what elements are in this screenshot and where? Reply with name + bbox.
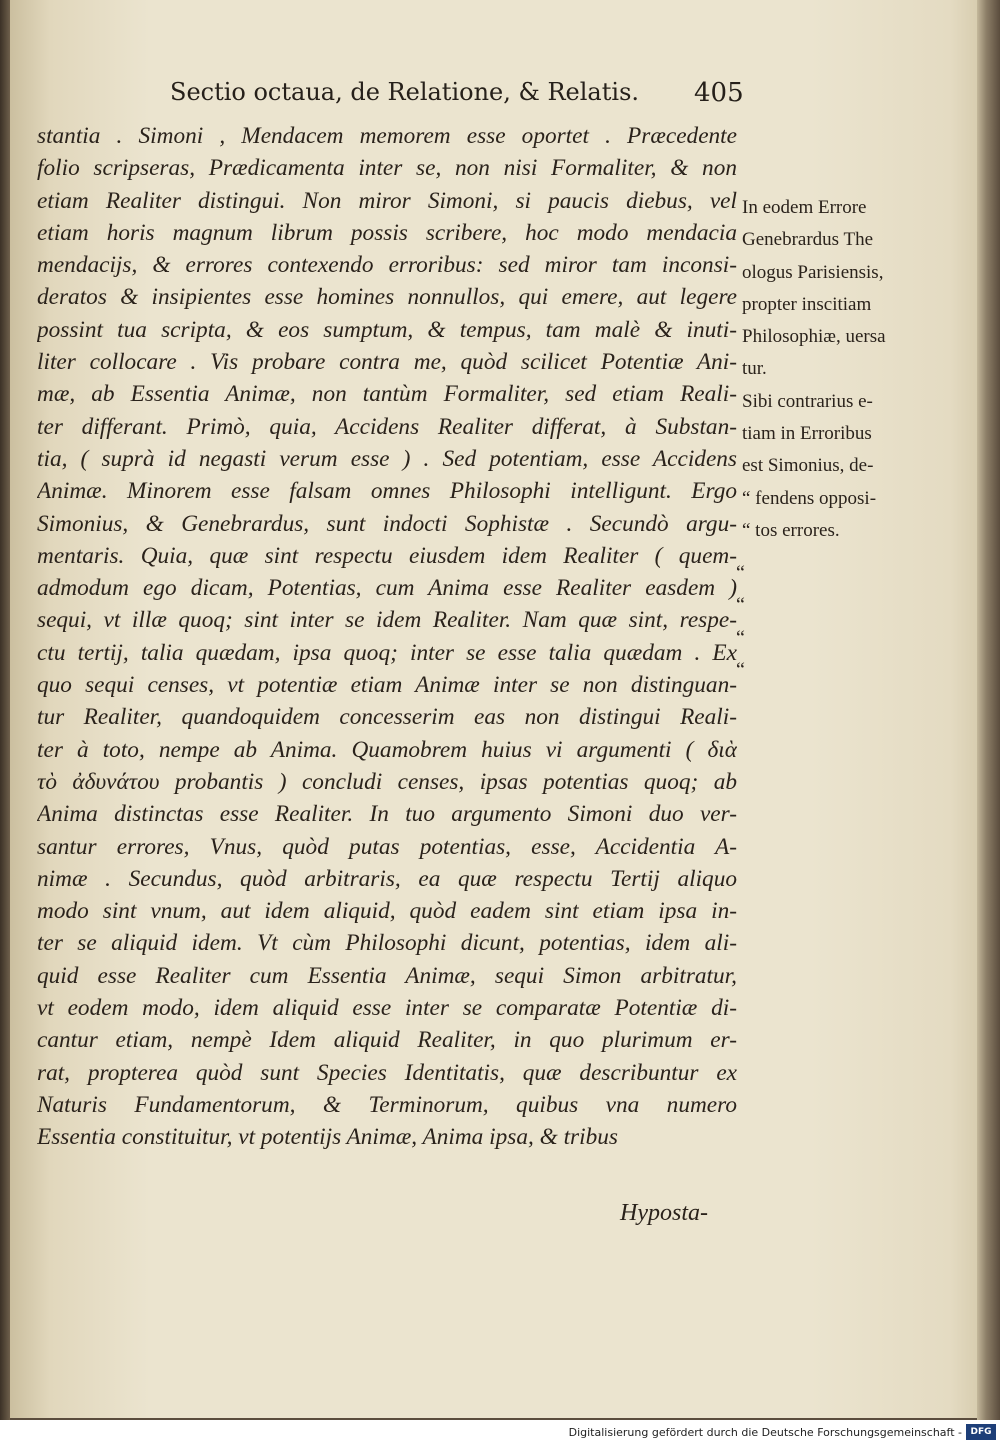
text-line: mendacijs, & errores contexendo erroribus: sed miror tam inconsi- [37,252,737,279]
catchword: Hyposta- [620,1200,708,1226]
text-line: etiam Realiter distingui. Non miror Simoni, si paucis diebus, vel [37,187,737,214]
text-line: tur Realiter, quandoquidem concesserim eas non distingui Reali- [37,704,737,731]
text-line: sequi, vt illæ quoq; sint inter se idem Realiter. Nam quæ sint, respe- [37,607,737,634]
text-line: ter à toto, nempe ab Anima. Quamobrem huius vi argumenti ( διὰ [37,736,737,763]
text-line: quid esse Realiter cum Essentia Animæ, sequi Simon arbitratur, [37,962,737,989]
text-line: tia, ( suprà id negasti verum esse ) . Sed potentiam, esse Accidens [37,445,737,472]
footer-credit: Digitalisierung gefördert durch die Deutsche Forschungsgemeinschaft - [568,1426,962,1439]
text-line: admodum ego dicam, Potentias, cum Anima esse Realiter easdem ) [37,575,737,602]
quote-mark: “ [736,594,745,617]
text-line: Naturis Fundamentorum, & Terminorum, quibus vna numero [37,1091,737,1118]
quote-mark: “ [736,562,745,584]
running-title: Sectio octaua, de Relatione, & Relatis. [170,78,640,106]
text-line: τὸ ἀδυνάτου probantis ) concludi censes, ipsas potentias quoq; ab [37,768,737,795]
quote-marks-column [736,557,766,686]
text-line: santur errores, Vnus, quòd putas potentias, esse, Accidentia A- [37,833,737,860]
text-line: etiam horis magnum librum possis scribere, hoc modo mendacia [37,219,737,246]
text-line: cantur etiam, nempè Idem aliquid Realiter, in quo plurimum er- [37,1027,737,1054]
page-number: 405 [694,78,744,108]
text-line: quo sequi censes, vt potentiæ etiam Animæ inter se non distinguan- [37,672,737,699]
dfg-logo: DFG [966,1424,996,1440]
marginal-note-line: ologus Parisiensis, [742,261,884,283]
marginal-note-line: “ fendens opposi- [742,487,877,509]
text-line: modo sint vnum, aut idem aliquid, quòd eadem sint etiam ipsa in- [37,898,737,925]
text-line: mæ, ab Essentia Animæ, non tantùm Formaliter, sed etiam Reali- [37,381,737,408]
text-line: possint tua scripta, & eos sumptum, & tempus, tam malè & inuti- [37,316,737,343]
text-line: ter differant. Primò, quia, Accidens Realiter differat, à Substan- [37,413,737,440]
body-text [37,120,737,1154]
marginal-notes [742,192,932,547]
marginal-note-line: Genebrardus The [742,229,874,251]
text-line: folio scripseras, Prædicamenta inter se, non nisi Formaliter, & non [37,155,737,182]
text-line: ctu tertij, talia quædam, ipsa quoq; inter se esse talia quædam . Ex [37,639,737,666]
book-left-edge [0,0,10,1420]
text-line: mentaris. Quia, quæ sint respectu eiusdem idem Realiter ( quem- [37,542,737,569]
text-line: Animæ. Minorem esse falsam omnes Philosophi intelligunt. Ergo [37,478,737,505]
marginal-note-line: Sibi contrarius e- [742,390,873,412]
text-line: nimæ . Secundus, quòd arbitraris, ea quæ respectu Tertij aliquo [37,865,737,892]
marginal-note-line: tiam in Erroribus [742,423,872,445]
marginal-note-line: est Simonius, de- [742,455,874,477]
marginal-note-line: In eodem Errore [742,197,867,218]
quote-mark: “ [736,626,745,649]
text-line: Simonius, & Genebrardus, sunt indocti Sophistæ . Secundò argu- [37,510,737,537]
marginal-note-line: tur. [742,358,767,380]
text-line: stantia . Simoni , Mendacem memorem esse oportet . Præcedente [37,123,737,149]
marginal-note-line: Philosophiæ, uersa [742,326,886,348]
text-line: liter collocare . Vis probare contra me, quòd scilicet Potentiæ Ani- [37,349,737,376]
text-line: deratos & insipientes esse homines nonnullos, qui emere, aut legere [37,284,737,311]
text-line: vt eodem modo, idem aliquid esse inter se comparatæ Potentiæ di- [37,995,737,1022]
quote-mark: “ [736,658,745,681]
text-line: Anima distinctas esse Realiter. In tuo argumento Simoni duo ver- [37,801,737,828]
marginal-note-line: “ tos errores. [742,519,840,541]
text-line: Essentia constituitur, vt potentijs Animæ, Anima ipsa, & tribus [37,1124,618,1151]
text-line: rat, propterea quòd sunt Species Identitatis, quæ describuntur ex [37,1059,737,1086]
book-right-edge [977,0,1000,1420]
marginal-note-line: propter inscitiam [742,293,872,315]
text-line: ter se aliquid idem. Vt cùm Philosophi dicunt, potentias, idem ali- [37,930,737,957]
